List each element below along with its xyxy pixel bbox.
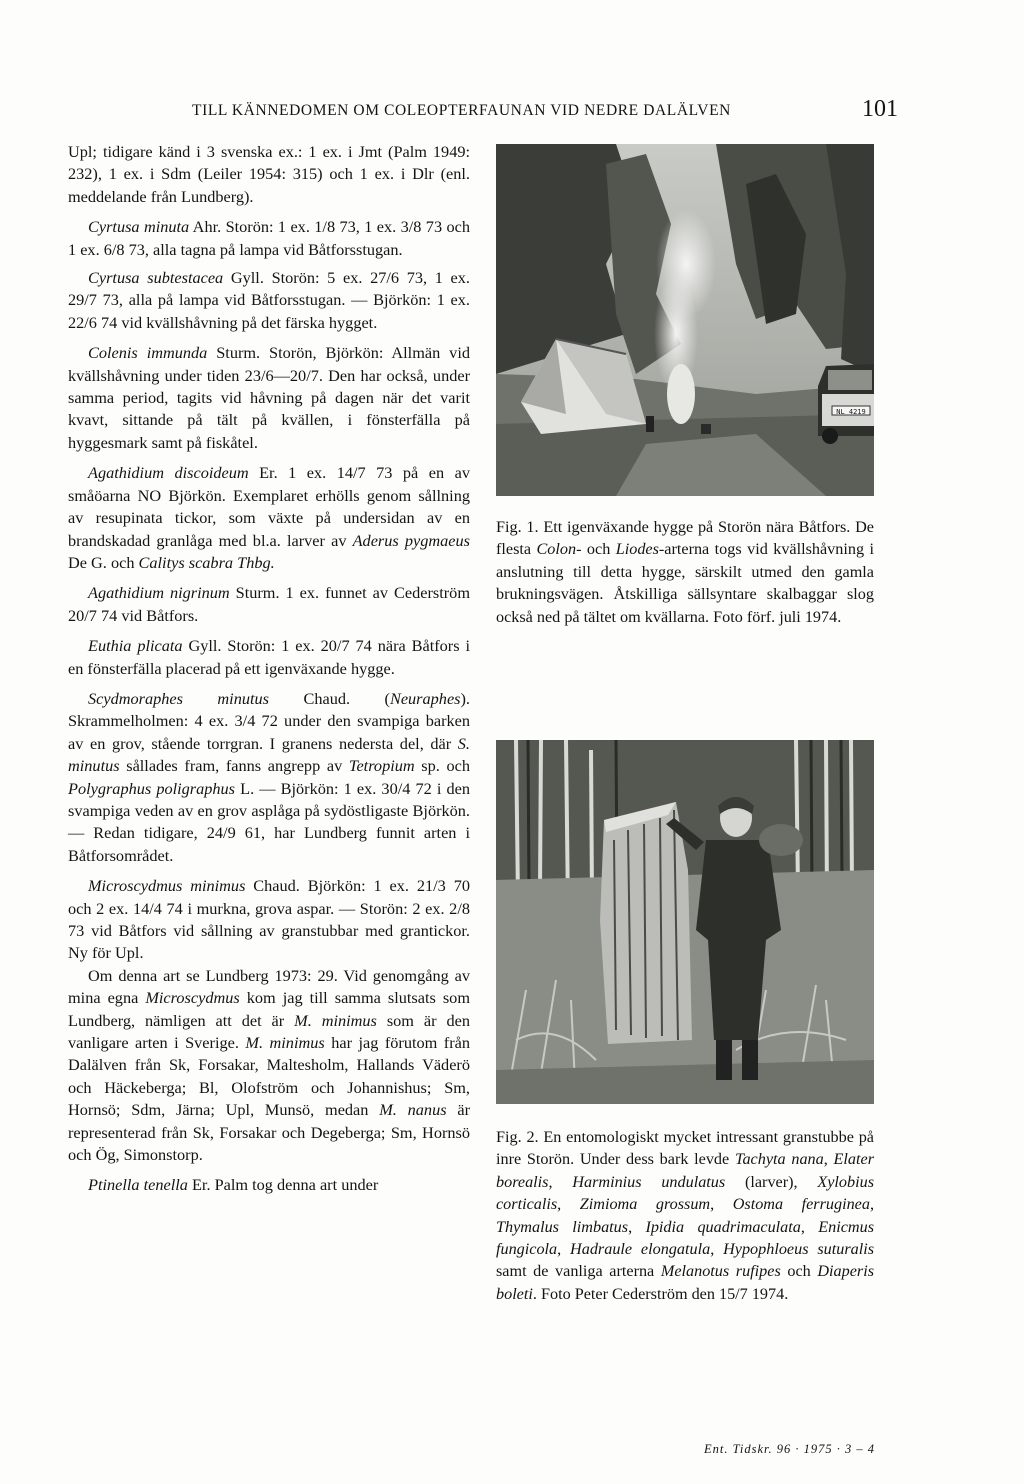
car [818, 364, 874, 444]
figure-2-photo [496, 740, 874, 1104]
paragraph: Agathidium discoideum Er. 1 ex. 14/7 73 på en av småöarna NO Björkön. Exemplaret erhölls genom sållning av resupinata tickor, som växte på undersidan av en brandskadad granlåga med bl.a. larver av Aderus pygmaeus De G. och Calitys scabra Thbg. [68, 463, 470, 572]
campsite-photo [496, 144, 874, 496]
figure-1-caption: Fig. 1. Ett igenväxande hygge på Storön nära Båtfors. De flesta Colon- och Liodes-arterna togs vid kvällshåvning i anslutning till detta hygge, särskilt utmed den gamla brukningsvägen. Åtskilliga sällsyntare skalbaggar slog också ned på tältet om kvällarna. Foto förf. juli 1974. [496, 518, 874, 626]
stump-photo [496, 740, 874, 1104]
paragraph: Euthia plicata Gyll. Storön: 1 ex. 20/7 74 nära Båtfors i en fönsterfälla placerad på ett igenväxande hygge. [68, 636, 470, 678]
figure-2-caption: Fig. 2. En entomologiskt mycket intressant granstubbe på inre Storön. Under dess bark levde Tachyta nana, Elater borealis, Harminius undulatus (larver), Xylobius corticalis, Zimioma grossum, Ostoma ferruginea, Thymalus limbatus, Ipidia quadrimaculata, Enicmus fungicola, Hadraule elongatula, Hypophloeus suturalis samt de vanliga arterna Melanotus rufipes och Diaperis boleti. Foto Peter Cederström den 15/7 1974. [496, 1128, 875, 1303]
paragraph: Colenis immunda Sturm. Storön, Björkön: Allmän vid kvällshåvning under tiden 23/6—20/7. Den har också, under samma period, tagits vid håvning på dagen när det varit kvavt, sittande på tält på kvällen, i fönsterfälla på hyggesmark samt på fiskåtel. [68, 343, 470, 452]
paragraph: Om denna art se Lundberg 1973: 29. Vid genomgång av mina egna Microscydmus kom jag till samma slutsats som Lundberg, nämligen att det är M. minimus som är den vanligare arten i Sverige. M. minimus har jag förutom från Dalälven från Sk, Forsakar, Maltesholm, Hallands Väderö och Häckeberga; Bl, Olofström och Johannishus; Sm, Hornsö; Sdm, Järna; Upl, Munsö, medan M. nanus är representerad från Sk, Forsakar och Degeberga; Sm, Hornsö och Ög, Simonstorp. [68, 965, 471, 1165]
paragraph: Cyrtusa minuta Ahr. Storön: 1 ex. 1/8 73, 1 ex. 3/8 73 och 1 ex. 6/8 73, alla tagna på lampa vid Båtforsstugan. [68, 217, 470, 259]
paragraph: Ptinella tenella Er. Palm tog denna art under [88, 1175, 379, 1195]
spruce-stump [600, 802, 692, 1044]
license-plate: NL 4219 [836, 408, 866, 416]
running-title: TILL KÄNNEDOMEN OM COLEOPTERFAUNAN VID NEDRE DALÄLVEN [192, 102, 731, 119]
page-number: 101 [862, 96, 898, 122]
main-text-column [68, 141, 470, 1205]
paragraph: Upl; tidigare känd i 3 svenska ex.: 1 ex. i Jmt (Palm 1949: 232), 1 ex. i Sdm (Leiler 1954: 315) och 1 ex. i Dlr (enl. meddelande från Lundberg). [68, 142, 470, 206]
paragraph: Cyrtusa subtestacea Gyll. Storön: 5 ex. 27/6 73, 1 ex. 29/7 73, alla på lampa vid Båtforsstugan. — Björkön: 1 ex. 22/6 74 vid kvällshåvning på det färska hygget. [68, 268, 470, 332]
paragraph: Scydmoraphes minutus Chaud. (Neuraphes). Skrammelholmen: 4 ex. 3/4 72 under den svampiga barken av en grov, stående torrgran. I granens nedersta del, där S. minutus sållades fram, fanns angrepp av Tetropium sp. och Polygraphus poligraphus L. — Björkön: 1 ex. 30/4 72 i den svampiga veden av en grov asplåga på sydöstligaste Björkön. — Redan tidigare, 24/9 61, har Lundberg funnit arten i Båtforsområdet. [68, 688, 470, 865]
journal-citation: Ent. Tidskr. 96 · 1975 · 3 – 4 [704, 1442, 875, 1456]
figure-1-photo [496, 144, 874, 496]
paragraph: Agathidium nigrinum Sturm. 1 ex. funnet av Cederström 20/7 74 vid Båtfors. [68, 583, 470, 625]
paragraph: Microscydmus minimus Chaud. Björkön: 1 ex. 21/3 70 och 2 ex. 14/4 74 i murkna, grova aspar. — Storön: 2 ex. 2/8 73 vid Båtfors vid sållning av granstubbar med grantickor. Ny för Upl. [68, 876, 470, 963]
